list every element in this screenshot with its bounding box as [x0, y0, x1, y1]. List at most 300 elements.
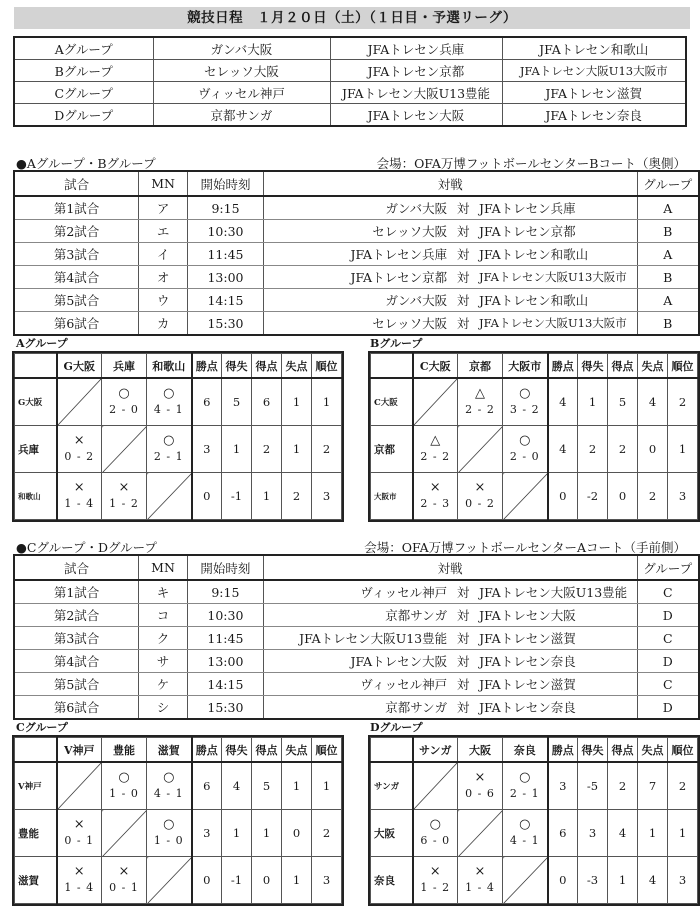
stat-value: -5 — [578, 762, 608, 810]
league-header — [15, 354, 342, 379]
away-team: JFAトレセン大阪U13大阪市 — [475, 312, 637, 336]
stat-value: 1 — [282, 762, 312, 810]
stat-value: 1 — [668, 426, 698, 473]
result-cell — [147, 810, 192, 857]
stat-value: 1 — [252, 473, 282, 520]
stat-value: 1 — [312, 378, 342, 426]
vs-label: 対 — [451, 627, 475, 650]
stat-header: 得失 — [222, 354, 252, 379]
result-score: 4 - 1 — [153, 787, 184, 800]
opponent-header: 大阪 — [458, 738, 503, 763]
away-team: JFAトレセン和歌山 — [475, 243, 637, 266]
stat-header: 勝点 — [192, 354, 222, 379]
page-title: 競技日程 １月２０日（土）（１日目・予選リーグ） — [14, 7, 690, 29]
match-mn: エ — [139, 220, 188, 243]
stat-value: 0 — [608, 473, 638, 520]
header-match: 試合 — [14, 171, 139, 196]
match-mn: カ — [139, 312, 188, 336]
league-grid — [14, 353, 342, 520]
group-name: Cグループ — [14, 82, 153, 104]
stat-header: 得失 — [578, 738, 608, 763]
vs-label: 対 — [451, 673, 475, 696]
stat-value: 2 — [578, 426, 608, 473]
match-group: D — [637, 604, 699, 627]
league-header — [371, 354, 698, 379]
header-time: 開始時刻 — [187, 555, 263, 580]
team-label: 奈良 — [371, 857, 413, 904]
result-mark: × — [474, 770, 486, 785]
match-no: 第3試合 — [14, 627, 139, 650]
section-title: ●Aグループ・Bグループ — [16, 156, 156, 171]
schedule-row — [14, 312, 699, 336]
match-mn: コ — [139, 604, 188, 627]
group-team: JFAトレセン大阪 — [330, 104, 502, 127]
match-mn: ウ — [139, 289, 188, 312]
stat-header: 得失 — [222, 738, 252, 763]
stat-value: 2 — [282, 473, 312, 520]
result-cell — [57, 857, 102, 904]
result-cell — [147, 762, 192, 810]
team-label: G大阪 — [15, 378, 57, 426]
match-group: C — [637, 673, 699, 696]
team-label: 和歌山 — [15, 473, 57, 520]
result-mark: ○ — [163, 770, 175, 785]
corner-cell — [15, 354, 57, 379]
team-label: サンガ — [371, 762, 413, 810]
group-row — [14, 104, 686, 127]
stat-value: 1 — [222, 426, 252, 473]
group-name: Bグループ — [14, 60, 153, 82]
result-cell — [147, 426, 192, 473]
away-team: JFAトレセン奈良 — [475, 650, 637, 673]
away-team: JFAトレセン滋賀 — [475, 627, 637, 650]
home-team: JFAトレセン京都 — [263, 266, 451, 289]
match-no: 第3試合 — [14, 243, 139, 266]
groups-table — [13, 36, 687, 127]
match-group: B — [637, 266, 699, 289]
result-score: 2 - 3 — [420, 497, 451, 510]
schedule-table — [13, 554, 700, 720]
stat-value: -3 — [578, 857, 608, 904]
section-title: ●Cグループ・Dグループ — [16, 540, 157, 555]
stat-value: 0 — [192, 857, 222, 904]
team-label: 京都 — [371, 426, 413, 473]
match-time: 14:15 — [188, 289, 264, 312]
result-mark: ○ — [519, 770, 531, 785]
result-cell — [413, 857, 458, 904]
result-score: 1 - 4 — [64, 881, 95, 894]
stat-value: 6 — [192, 378, 222, 426]
league-grid — [14, 737, 342, 904]
match-time: 9:15 — [187, 580, 263, 604]
match-time: 15:30 — [188, 312, 264, 336]
league-row — [371, 473, 698, 520]
away-team: JFAトレセン京都 — [475, 220, 637, 243]
result-mark: × — [429, 864, 441, 879]
stat-value: 3 — [192, 426, 222, 473]
away-team: JFAトレセン大阪U13豊能 — [475, 580, 637, 604]
match-mn: ア — [139, 196, 188, 220]
result-mark: × — [73, 817, 85, 832]
match-mn: イ — [139, 243, 188, 266]
group-team: JFAトレセン京都 — [330, 60, 502, 82]
match-mn: ケ — [139, 673, 188, 696]
schedule-row — [14, 650, 699, 673]
schedule-row — [14, 673, 699, 696]
team-label: 豊能 — [15, 810, 57, 857]
stat-value: 1 — [608, 857, 638, 904]
group-team: JFAトレセン大阪U13豊能 — [330, 82, 502, 104]
stat-value: 3 — [312, 857, 342, 904]
away-team: JFAトレセン兵庫 — [475, 196, 637, 220]
match-time: 10:30 — [188, 220, 264, 243]
stat-value: 6 — [192, 762, 222, 810]
result-mark: × — [73, 433, 85, 448]
opponent-header: 豊能 — [102, 738, 147, 763]
stat-value: 4 — [638, 857, 668, 904]
result-mark: ○ — [163, 386, 175, 401]
stat-value: 2 — [312, 810, 342, 857]
result-mark: ○ — [163, 817, 175, 832]
stat-value: 5 — [222, 378, 252, 426]
result-cell — [102, 762, 147, 810]
league-grid — [370, 353, 698, 520]
opponent-header: 和歌山 — [147, 354, 192, 379]
team-label: 大阪 — [371, 810, 413, 857]
schedule-row — [14, 220, 699, 243]
home-team: ガンバ大阪 — [263, 196, 451, 220]
home-team: ヴィッセル神戸 — [263, 580, 451, 604]
away-team: JFAトレセン滋賀 — [475, 673, 637, 696]
match-group: A — [637, 243, 699, 266]
team-label: 兵庫 — [15, 426, 57, 473]
league-row — [15, 857, 342, 904]
home-team: ガンバ大阪 — [263, 289, 451, 312]
result-cell — [503, 378, 548, 426]
stat-value: 1 — [638, 810, 668, 857]
stat-value: 1 — [252, 810, 282, 857]
stat-value: 2 — [252, 426, 282, 473]
league-table — [12, 735, 344, 906]
stat-value: -2 — [578, 473, 608, 520]
stat-value: 1 — [282, 857, 312, 904]
match-no: 第5試合 — [14, 289, 139, 312]
match-no: 第1試合 — [14, 580, 139, 604]
match-time: 10:30 — [187, 604, 263, 627]
stat-value: 4 — [638, 378, 668, 426]
result-score: 4 - 1 — [153, 403, 184, 416]
stat-header: 順位 — [668, 738, 698, 763]
header-mn: MN — [139, 555, 188, 580]
self-match-cell — [413, 378, 458, 426]
vs-label: 対 — [451, 220, 475, 243]
match-time: 11:45 — [188, 243, 264, 266]
group-team: JFAトレセン大阪U13大阪市 — [502, 60, 686, 82]
schedule-row — [14, 266, 699, 289]
schedule-row — [14, 604, 699, 627]
match-time: 9:15 — [188, 196, 264, 220]
stat-header: 得点 — [608, 738, 638, 763]
match-group: C — [637, 580, 699, 604]
match-no: 第1試合 — [14, 196, 139, 220]
stat-header: 順位 — [312, 354, 342, 379]
home-team: セレッソ大阪 — [263, 312, 451, 336]
result-mark: × — [118, 480, 130, 495]
match-group: A — [637, 196, 699, 220]
result-score: 2 - 1 — [153, 450, 184, 463]
match-time: 14:15 — [187, 673, 263, 696]
result-cell — [503, 426, 548, 473]
opponent-header: G大阪 — [57, 354, 102, 379]
group-team: ガンバ大阪 — [153, 37, 330, 60]
group-team: JFAトレセン奈良 — [502, 104, 686, 127]
result-cell — [413, 426, 458, 473]
opponent-header: 兵庫 — [102, 354, 147, 379]
vs-label: 対 — [451, 266, 475, 289]
league-header — [15, 738, 342, 763]
match-mn: シ — [139, 696, 188, 720]
schedule-table — [13, 170, 700, 336]
result-cell — [413, 473, 458, 520]
stat-value: 3 — [312, 473, 342, 520]
group-team: JFAトレセン和歌山 — [502, 37, 686, 60]
vs-label: 対 — [451, 312, 475, 336]
stat-value: 2 — [608, 762, 638, 810]
match-group: D — [637, 650, 699, 673]
league-row — [371, 857, 698, 904]
result-score: 1 - 0 — [153, 834, 184, 847]
stat-value: 4 — [222, 762, 252, 810]
group-team: JFAトレセン滋賀 — [502, 82, 686, 104]
result-score: 2 - 1 — [509, 787, 540, 800]
header-fixture: 対戦 — [263, 555, 637, 580]
result-score: 2 - 0 — [109, 403, 139, 416]
opponent-header: 京都 — [458, 354, 503, 379]
stat-value: 4 — [548, 378, 578, 426]
corner-cell — [15, 738, 57, 763]
result-cell — [57, 473, 102, 520]
schedule-row — [14, 289, 699, 312]
result-cell — [458, 378, 503, 426]
result-score: 3 - 2 — [509, 403, 540, 416]
vs-label: 対 — [451, 196, 475, 220]
home-team: セレッソ大阪 — [263, 220, 451, 243]
result-cell — [458, 762, 503, 810]
league-label: Cグループ — [16, 721, 68, 734]
stat-value: 1 — [312, 762, 342, 810]
opponent-header: 奈良 — [503, 738, 548, 763]
match-mn: オ — [139, 266, 188, 289]
result-mark: ○ — [429, 817, 441, 832]
group-name: Aグループ — [14, 37, 153, 60]
result-cell — [503, 762, 548, 810]
result-mark: ○ — [163, 433, 175, 448]
team-label: 大阪市 — [371, 473, 413, 520]
stat-value: 0 — [282, 810, 312, 857]
opponent-header: サンガ — [413, 738, 458, 763]
stat-value: 3 — [578, 810, 608, 857]
result-score: 6 - 0 — [420, 834, 451, 847]
vs-label: 対 — [451, 243, 475, 266]
stat-value: 3 — [192, 810, 222, 857]
group-row — [14, 82, 686, 104]
schedule-row — [14, 696, 699, 720]
match-group: B — [637, 312, 699, 336]
home-team: ヴィッセル神戸 — [263, 673, 451, 696]
result-mark: × — [118, 864, 130, 879]
header-time: 開始時刻 — [188, 171, 264, 196]
result-mark: ○ — [519, 817, 531, 832]
vs-label: 対 — [451, 696, 475, 720]
self-match-cell — [413, 762, 458, 810]
result-score: 1 - 2 — [420, 881, 451, 894]
stat-header: 得点 — [252, 354, 282, 379]
stat-header: 得失 — [578, 354, 608, 379]
schedule-row — [14, 580, 699, 604]
schedule-row — [14, 627, 699, 650]
result-score: 1 - 4 — [64, 497, 95, 510]
result-score: 2 - 2 — [420, 450, 451, 463]
match-no: 第2試合 — [14, 220, 139, 243]
result-score: 0 - 1 — [64, 834, 95, 847]
group-name: Dグループ — [14, 104, 153, 127]
stat-value: 2 — [638, 473, 668, 520]
vs-label: 対 — [451, 289, 475, 312]
stat-value: -1 — [222, 473, 252, 520]
stat-header: 失点 — [282, 738, 312, 763]
stat-header: 失点 — [282, 354, 312, 379]
opponent-header: V神戸 — [57, 738, 102, 763]
group-row — [14, 60, 686, 82]
result-mark: ○ — [118, 386, 130, 401]
stat-value: 1 — [668, 810, 698, 857]
stat-value: 5 — [252, 762, 282, 810]
home-team: JFAトレセン大阪 — [263, 650, 451, 673]
result-cell — [57, 810, 102, 857]
self-match-cell — [102, 426, 147, 473]
header-fixture: 対戦 — [263, 171, 637, 196]
stat-header: 勝点 — [548, 738, 578, 763]
result-score: 1 - 0 — [109, 787, 139, 800]
league-row — [15, 378, 342, 426]
away-team: JFAトレセン大阪U13大阪市 — [475, 266, 637, 289]
stat-value: 1 — [222, 810, 252, 857]
stat-value: 6 — [252, 378, 282, 426]
schedule-row — [14, 243, 699, 266]
league-row — [15, 810, 342, 857]
result-score: 0 - 2 — [465, 497, 495, 510]
header-group: グループ — [637, 555, 699, 580]
league-table — [368, 735, 700, 906]
stat-header: 得点 — [252, 738, 282, 763]
league-row — [15, 473, 342, 520]
away-team: JFAトレセン和歌山 — [475, 289, 637, 312]
stat-value: 4 — [548, 426, 578, 473]
result-mark: ○ — [519, 433, 531, 448]
result-mark: × — [73, 864, 85, 879]
league-row — [371, 762, 698, 810]
result-cell — [102, 473, 147, 520]
stat-header: 順位 — [668, 354, 698, 379]
vs-label: 対 — [451, 650, 475, 673]
result-score: 0 - 6 — [465, 787, 495, 800]
league-header — [371, 738, 698, 763]
team-label: C大阪 — [371, 378, 413, 426]
result-score: 2 - 2 — [465, 403, 495, 416]
self-match-cell — [458, 426, 503, 473]
header-mn: MN — [139, 171, 188, 196]
result-score: 1 - 4 — [465, 881, 495, 894]
venue-label: 会場：OFA万博フットボールセンターAコート（手前側） — [364, 540, 686, 555]
stat-header: 失点 — [638, 354, 668, 379]
opponent-header: 大阪市 — [503, 354, 548, 379]
stat-value: -1 — [222, 857, 252, 904]
schedule-row — [14, 196, 699, 220]
corner-cell — [371, 354, 413, 379]
header-match: 試合 — [14, 555, 139, 580]
schedule-header — [14, 171, 699, 196]
result-cell — [147, 378, 192, 426]
league-label: Aグループ — [16, 337, 68, 350]
league-row — [371, 426, 698, 473]
away-team: JFAトレセン奈良 — [475, 696, 637, 720]
result-cell — [102, 857, 147, 904]
result-cell — [413, 810, 458, 857]
away-team: JFAトレセン大阪 — [475, 604, 637, 627]
result-score: 2 - 0 — [509, 450, 540, 463]
match-no: 第4試合 — [14, 650, 139, 673]
stat-header: 勝点 — [192, 738, 222, 763]
stat-value: 0 — [192, 473, 222, 520]
vs-label: 対 — [451, 604, 475, 627]
group-team: 京都サンガ — [153, 104, 330, 127]
match-time: 15:30 — [187, 696, 263, 720]
result-mark: × — [474, 864, 486, 879]
result-score: 0 - 1 — [109, 881, 139, 894]
stat-value: 3 — [548, 762, 578, 810]
home-team: JFAトレセン兵庫 — [263, 243, 451, 266]
team-label: V神戸 — [15, 762, 57, 810]
self-match-cell — [458, 810, 503, 857]
result-mark: △ — [430, 433, 441, 448]
match-no: 第2試合 — [14, 604, 139, 627]
result-mark: × — [474, 480, 486, 495]
match-group: A — [637, 289, 699, 312]
result-score: 0 - 2 — [64, 450, 95, 463]
match-mn: キ — [139, 580, 188, 604]
self-match-cell — [503, 473, 548, 520]
result-cell — [57, 426, 102, 473]
match-group: D — [637, 696, 699, 720]
match-no: 第5試合 — [14, 673, 139, 696]
league-row — [371, 810, 698, 857]
stat-value: 5 — [608, 378, 638, 426]
match-group: B — [637, 220, 699, 243]
match-group: C — [637, 627, 699, 650]
stat-value: 1 — [282, 426, 312, 473]
league-row — [15, 426, 342, 473]
stat-value: 0 — [548, 473, 578, 520]
result-mark: × — [429, 480, 441, 495]
home-team: 京都サンガ — [263, 696, 451, 720]
self-match-cell — [503, 857, 548, 904]
result-mark: ○ — [519, 386, 531, 401]
self-match-cell — [102, 810, 147, 857]
stat-header: 得点 — [608, 354, 638, 379]
result-cell — [102, 378, 147, 426]
league-grid — [370, 737, 698, 904]
opponent-header: C大阪 — [413, 354, 458, 379]
